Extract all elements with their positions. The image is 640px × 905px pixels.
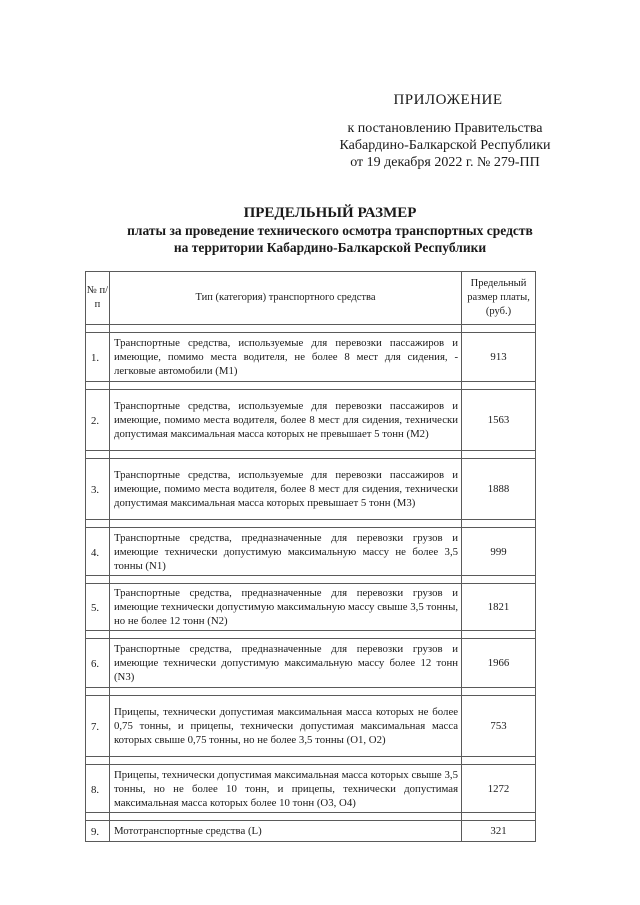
- row-fee: 913: [462, 333, 536, 382]
- row-vehicle-type: Транспортные средства, используемые для перевозки пассажиров и имеющие, помимо места водителя, более 8 мест для сидения, технически допустимая максимальная масса которых не превышает 5 тонн (M2): [109, 390, 461, 451]
- row-number: 2.: [86, 390, 110, 451]
- table-row: [86, 765, 536, 813]
- row-fee: 1888: [462, 459, 536, 520]
- table-row: [86, 528, 536, 576]
- table-spacer: [86, 757, 536, 765]
- table-spacer: [86, 520, 536, 528]
- row-fee: 1272: [462, 765, 536, 813]
- table-spacer: [86, 382, 536, 390]
- table-spacer: [86, 576, 536, 584]
- appendix-block: [300, 92, 590, 171]
- table-row: [86, 696, 536, 757]
- row-vehicle-type: Транспортные средства, предназначенные для перевозки грузов и имеющие технически допустимую максимальную массу свыше 3,5 тонны, но не более 12 тонн (N2): [109, 584, 461, 631]
- document-title: [60, 204, 600, 256]
- row-vehicle-type: Транспортные средства, предназначенные для перевозки грузов и имеющие технически допустимую максимальную массу не более 3,5 тонны (N1): [109, 528, 461, 576]
- row-number: 3.: [86, 459, 110, 520]
- row-fee: 753: [462, 696, 536, 757]
- table-spacer: [86, 451, 536, 459]
- title-subtitle-2: на территории Кабардино-Балкарской Республики: [173, 240, 487, 255]
- table-header-row: [86, 272, 536, 325]
- row-vehicle-type: Транспортные средства, используемые для перевозки пассажиров и имеющие, помимо места водителя, не более 8 мест для сидения, - легковые автомобили (M1): [109, 333, 461, 382]
- header-vehicle-type: Тип (категория) транспортного средства: [109, 272, 461, 325]
- appendix-line-1: к постановлению Правительства: [347, 121, 543, 136]
- title-subtitle-1: платы за проведение технического осмотра транспортных средств: [127, 223, 533, 238]
- row-number: 5.: [86, 584, 110, 631]
- table-row: [86, 390, 536, 451]
- table-row: [86, 821, 536, 842]
- fee-table: [85, 271, 536, 842]
- header-fee: Предельный размер платы, (руб.): [462, 272, 536, 325]
- row-fee: 1563: [462, 390, 536, 451]
- row-vehicle-type: Транспортные средства, предназначенные для перевозки грузов и имеющие технически допустимую максимальную массу более 12 тонн (N3): [109, 639, 461, 688]
- table-row: [86, 459, 536, 520]
- row-number: 9.: [86, 821, 110, 842]
- row-vehicle-type: Транспортные средства, используемые для перевозки пассажиров и имеющие, помимо места водителя, более 8 мест для сидения, технически допустимая максимальная масса которых превышает 5 тонн (M3): [109, 459, 461, 520]
- row-number: 4.: [86, 528, 110, 576]
- row-vehicle-type: Прицепы, технически допустимая максимальная масса которых не более 0,75 тонны, и прицепы, технически допустимая максимальная масса которых свыше 0,75 тонны, но не более 3,5 тонны (O1, O2): [109, 696, 461, 757]
- row-number: 1.: [86, 333, 110, 382]
- row-fee: 1821: [462, 584, 536, 631]
- row-vehicle-type: Прицепы, технически допустимая максимальная масса которых свыше 3,5 тонны, но не более 10 тонн, и прицепы, технически допустимая максимальная масса которых более 10 тонн (O3, O4): [109, 765, 461, 813]
- table-spacer: [86, 688, 536, 696]
- appendix-line-3: от 19 декабря 2022 г. № 279-ПП: [350, 155, 540, 170]
- row-fee: 999: [462, 528, 536, 576]
- table-spacer: [86, 631, 536, 639]
- title-main: ПРЕДЕЛЬНЫЙ РАЗМЕР: [243, 205, 417, 221]
- table-row: [86, 639, 536, 688]
- appendix-line-2: Кабардино-Балкарской Республики: [339, 138, 551, 153]
- row-number: 7.: [86, 696, 110, 757]
- table-row: [86, 584, 536, 631]
- row-vehicle-type: Мототранспортные средства (L): [109, 821, 461, 842]
- table-spacer: [86, 813, 536, 821]
- row-fee: 321: [462, 821, 536, 842]
- table-row: [86, 333, 536, 382]
- row-fee: 1966: [462, 639, 536, 688]
- header-number: № п/п: [86, 272, 110, 325]
- appendix-heading: ПРИЛОЖЕНИЕ: [393, 92, 503, 108]
- row-number: 6.: [86, 639, 110, 688]
- row-number: 8.: [86, 765, 110, 813]
- table-spacer: [86, 325, 536, 333]
